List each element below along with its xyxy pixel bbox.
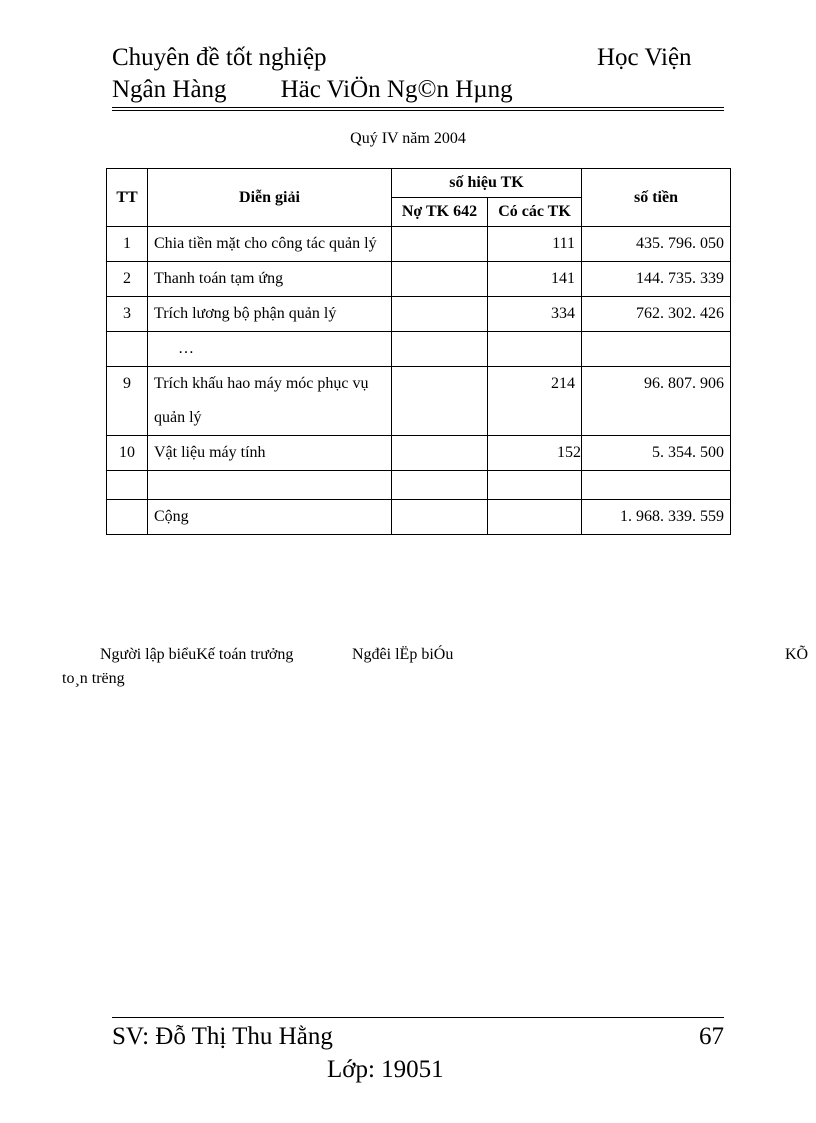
cell-dien-giai: Vật liệu máy tính [148,436,392,471]
cell-dien-giai: Trích khấu hao máy móc phục vụ quản lý [148,367,392,436]
table-row [107,436,731,471]
table-header-row [107,169,731,198]
institution-name: Học Viện [597,44,692,71]
table-row [107,471,731,500]
cell-dien-giai: Chia tiền mặt cho công tác quản lý [148,227,392,262]
cell-no [392,471,488,500]
cell-dien-giai [148,471,392,500]
cell-no [392,297,488,332]
header-so-tien: số tiền [582,169,731,227]
cell-so-tien: 5. 354. 500 [582,436,731,471]
cell-dien-giai: Cộng [148,500,392,535]
cell-so-tien [582,332,731,367]
page-number: 67 [699,1023,724,1050]
cell-tt: 9 [107,367,148,436]
cell-dien-giai: … [148,332,392,367]
table-row [107,297,731,332]
cell-co: 141 [488,262,582,297]
header-line-1 [112,43,724,72]
cell-so-tien: 144. 735. 339 [582,262,731,297]
table-total-row [107,500,731,535]
header-tt: TT [107,169,148,227]
cell-tt: 1 [107,227,148,262]
cell-so-tien: 762. 302. 426 [582,297,731,332]
signature-accountant-legacy: KÕ [785,646,809,663]
expense-table [106,168,731,535]
institution-name-cont: Ngân Hàng [112,76,227,103]
signature-accountant-legacy-cont: to¸n trëng [62,670,125,687]
cell-no [392,500,488,535]
cell-dien-giai: Trích lương bộ phận quản lý [148,297,392,332]
header-no-tk: Nợ TK 642 [392,198,488,227]
header-so-hieu: số hiệu TK [392,169,582,198]
header-co-tk: Có các TK [488,198,582,227]
footer-line-1 [112,1022,724,1051]
cell-no [392,227,488,262]
cell-no [392,436,488,471]
header-line-2 [112,75,724,104]
header-rule-top [112,107,724,108]
table-row [107,262,731,297]
cell-tt: 3 [107,297,148,332]
header-dien-giai: Diễn giải [148,169,392,227]
cell-co: 214 [488,367,582,436]
cell-co: 334 [488,297,582,332]
cell-so-tien: 1. 968. 339. 559 [582,500,731,535]
cell-tt [107,471,148,500]
cell-tt: 2 [107,262,148,297]
cell-dien-giai: Thanh toán tạm ứng [148,262,392,297]
table-row [107,227,731,262]
signature-preparer-accountant: Người lập biểuKế toán trưởng [100,646,294,663]
cell-tt [107,332,148,367]
quarter-title: Quý IV năm 2004 [350,130,466,147]
footer-rule [112,1017,724,1018]
cell-tt [107,500,148,535]
cell-tt: 10 [107,436,148,471]
cell-co: 152 [488,436,582,471]
header-rule-bottom [112,110,724,111]
cell-co [488,471,582,500]
student-name: SV: Đỗ Thị Thu Hằng [112,1023,333,1050]
cell-no [392,367,488,436]
cell-so-tien [582,471,731,500]
cell-no [392,332,488,367]
cell-co: 111 [488,227,582,262]
cell-so-tien: 96. 807. 906 [582,367,731,436]
table-row [107,367,731,436]
signature-preparer-legacy: Ngđêi lËp biÓu [352,646,454,663]
cell-no [392,262,488,297]
cell-co [488,332,582,367]
table-row [107,332,731,367]
institution-name-legacy: Häc ViÖn Ng©n Hµng [280,76,513,103]
cell-co [488,500,582,535]
thesis-title: Chuyên đề tốt nghiệp [112,44,327,71]
class-code: Lớp: 19051 [327,1056,444,1083]
cell-so-tien: 435. 796. 050 [582,227,731,262]
